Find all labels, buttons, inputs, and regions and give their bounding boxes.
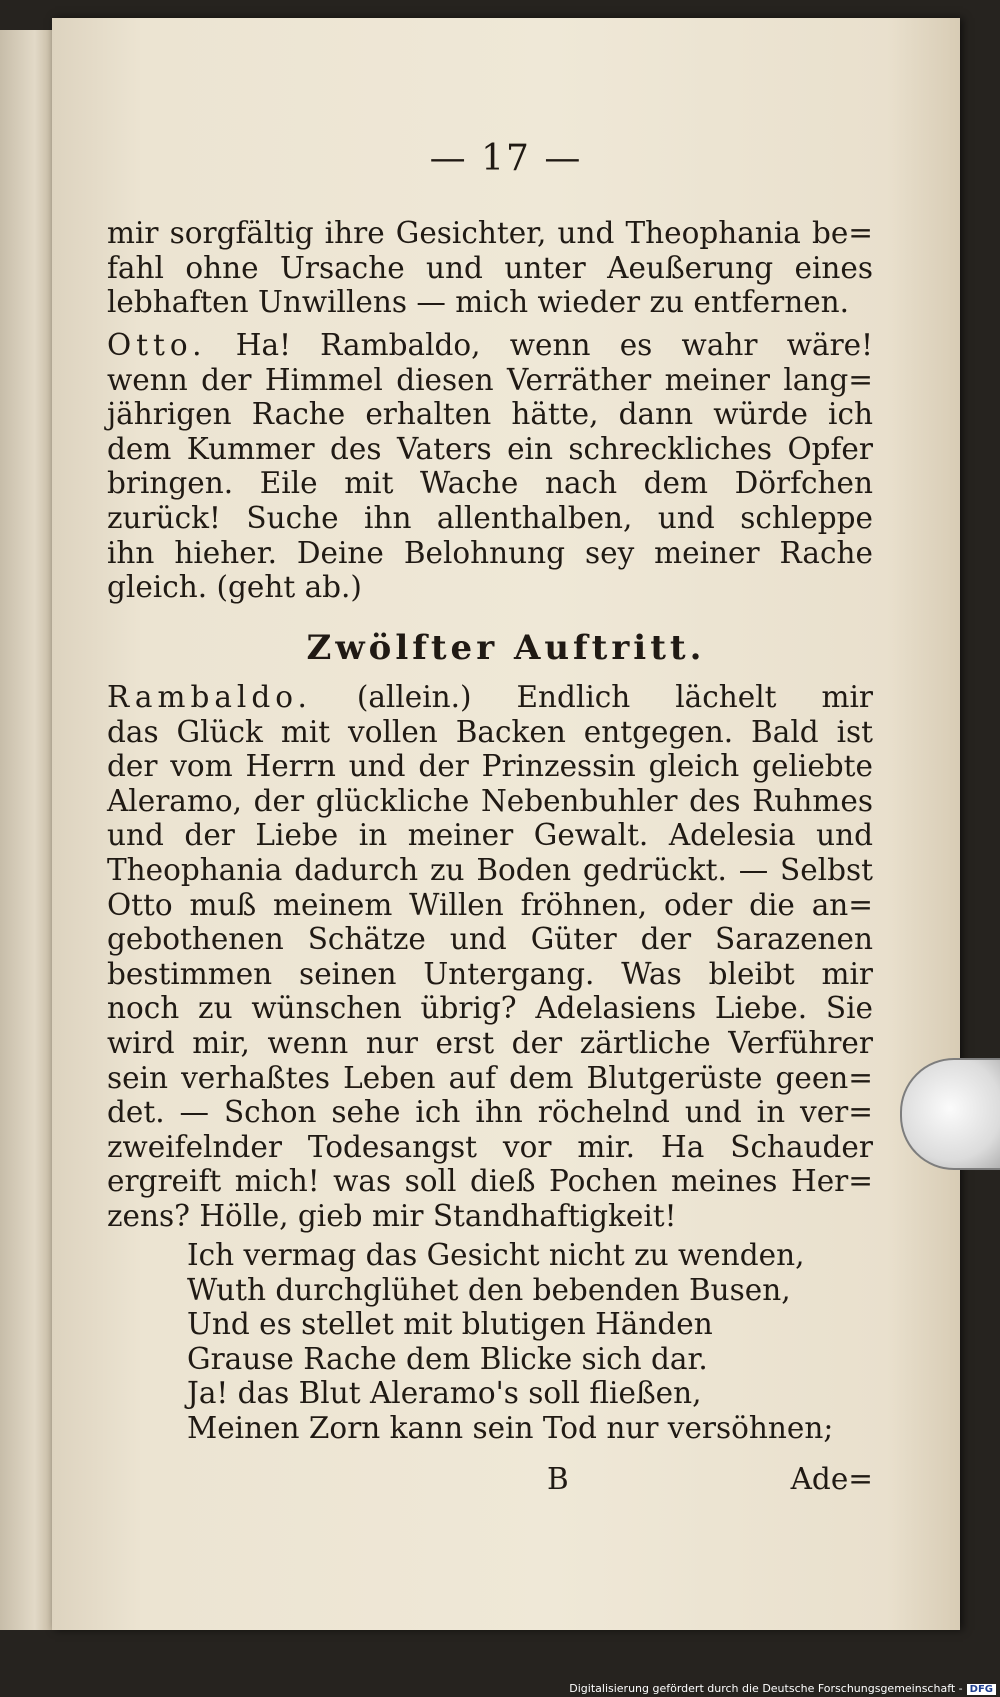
left-page-edge xyxy=(0,30,58,1630)
verse-block xyxy=(187,1238,887,1446)
signature-mark: B xyxy=(547,1462,569,1496)
text-line: Theophania dadurch zu Boden gedrückt. — Selbst xyxy=(107,852,873,887)
text-line: Aleramo, der glückliche Nebenbuhler des Ruhmes xyxy=(107,783,873,818)
digitization-credit xyxy=(569,1682,996,1695)
verse-line: Und es stellet mit blutigen Händen xyxy=(187,1307,713,1342)
speaker-otto: Otto. xyxy=(107,328,207,362)
paragraph-block-1 xyxy=(107,216,873,320)
text-line: zweifelnder Todesangst vor mir. Ha Schauder xyxy=(107,1129,873,1164)
text-line: und der Liebe in meiner Gewalt. Adelesia und xyxy=(107,818,873,853)
text-line: jährigen Rache erhalten hätte, dann würde ich xyxy=(107,397,873,432)
text-line: bestimmen seinen Untergang. Was bleibt mir xyxy=(107,956,873,991)
text-line: Ha! Rambaldo, wenn es wahr wäre! xyxy=(235,328,873,362)
text-line: mir sorgfältig ihre Gesichter, und Theophania be= xyxy=(107,216,873,250)
text-line: noch zu wünschen übrig? Adelasiens Liebe. Sie xyxy=(107,991,873,1026)
text-line: Otto muß meinem Willen fröhnen, oder die an= xyxy=(107,887,873,922)
speech-first-line xyxy=(107,680,873,715)
text-line: ihn hieher. Deine Belohnung sey meiner Rache xyxy=(107,535,873,570)
book-page xyxy=(52,18,960,1630)
scene-heading: Zwölfter Auftritt. xyxy=(306,628,706,668)
catchword: Ade= xyxy=(790,1462,873,1496)
text-line: zurück! Suche ihn allenthalben, und schleppe xyxy=(107,500,873,535)
credit-text: Digitalisierung gefördert durch die Deutsche Forschungsgemeinschaft - xyxy=(569,1682,963,1695)
verse-line: Grause Rache dem Blicke sich dar. xyxy=(187,1341,708,1376)
text-line: lebhaften Unwillens — mich wieder zu entfernen. xyxy=(107,285,850,320)
text-line: zens? Hölle, gieb mir Standhaftigkeit! xyxy=(107,1198,677,1233)
verse-line: Meinen Zorn kann sein Tod nur versöhnen; xyxy=(187,1410,834,1445)
text-line: gebothenen Schätze und Güter der Sarazenen xyxy=(107,922,873,957)
verse-line: Wuth durchglühet den bebenden Busen, xyxy=(187,1272,791,1307)
text-line: det. — Schon sehe ich ihn röchelnd und in ver= xyxy=(107,1095,873,1130)
rambaldo-speech xyxy=(107,680,873,1234)
text-line: sein verhaßtes Leben auf dem Blutgerüste geen= xyxy=(107,1060,873,1095)
text-line: fahl ohne Ursache und unter Aeußerung eines xyxy=(107,250,873,285)
text-line: wird mir, wenn nur erst der zärtliche Verführer xyxy=(107,1025,873,1060)
verse-line: Ja! das Blut Aleramo's soll fließen, xyxy=(187,1376,702,1411)
text-line: (allein.) Endlich lächelt mir xyxy=(356,680,873,714)
otto-speech xyxy=(107,328,873,605)
speech-first-line xyxy=(107,328,873,363)
text-line: ergreift mich! was soll dieß Pochen meines Her= xyxy=(107,1164,873,1199)
verse-line: Ich vermag das Gesicht nicht zu wenden, xyxy=(187,1238,805,1272)
page-clip xyxy=(900,1058,1000,1170)
text-line: gleich. (geht ab.) xyxy=(107,570,362,605)
text-line: wenn der Himmel diesen Verräther meiner lang= xyxy=(107,362,873,397)
dfg-logo: DFG xyxy=(967,1684,996,1695)
page-number: — 17 — xyxy=(429,138,583,179)
text-line: bringen. Eile mit Wache nach dem Dörfchen xyxy=(107,466,873,501)
text-line: der vom Herrn und der Prinzessin gleich geliebte xyxy=(107,749,873,784)
text-line: das Glück mit vollen Backen entgegen. Bald ist xyxy=(107,714,873,749)
text-line: dem Kummer des Vaters ein schreckliches Opfer xyxy=(107,431,873,466)
speaker-rambaldo: Rambaldo. xyxy=(107,680,312,714)
